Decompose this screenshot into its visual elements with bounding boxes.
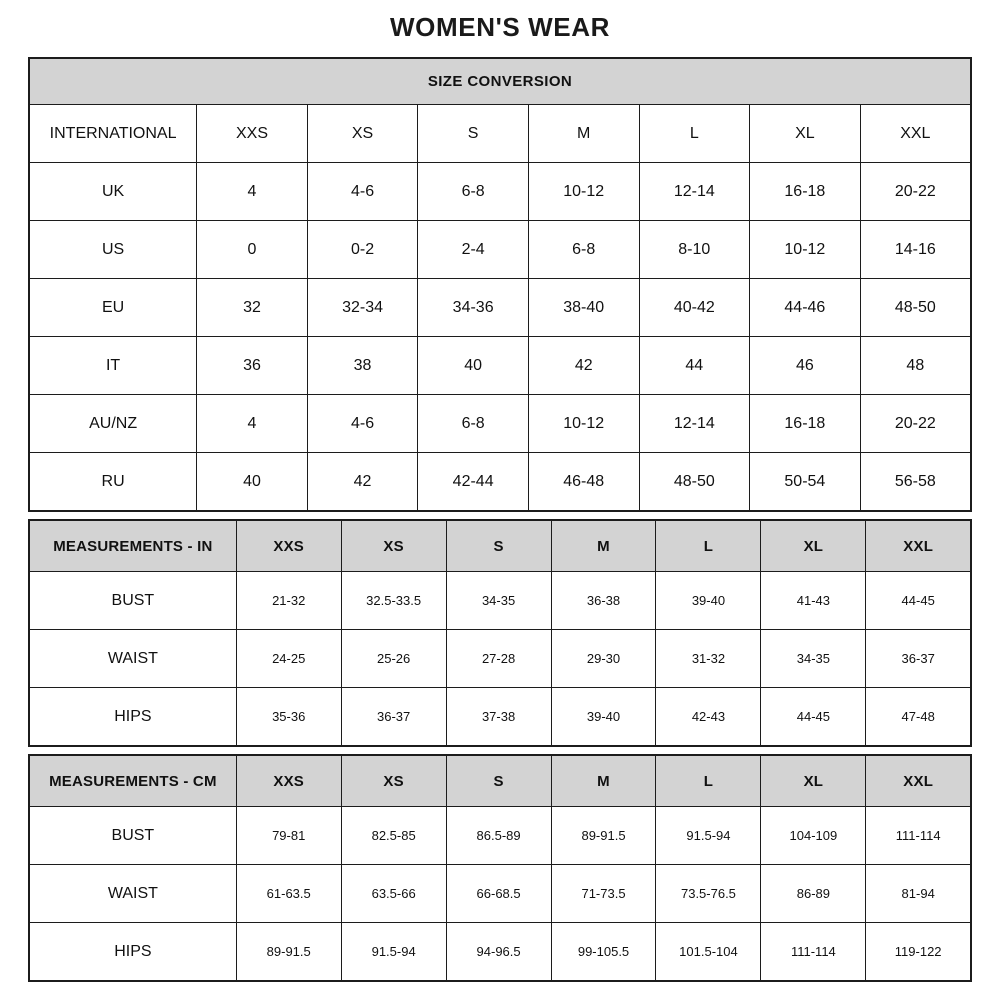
size-column-header: XS xyxy=(341,755,446,807)
row-label: IT xyxy=(29,337,197,395)
data-cell: 50-54 xyxy=(750,453,861,512)
size-column-header: XXS xyxy=(236,520,341,572)
size-column-header: M xyxy=(551,755,656,807)
data-cell: S xyxy=(418,105,529,163)
data-cell: 111-114 xyxy=(866,807,971,865)
measurements-in-table xyxy=(28,519,972,747)
data-cell: 79-81 xyxy=(236,807,341,865)
data-cell: 48-50 xyxy=(860,279,971,337)
data-cell: 35-36 xyxy=(236,688,341,747)
data-cell: L xyxy=(639,105,750,163)
data-cell: 27-28 xyxy=(446,630,551,688)
data-cell: 44-45 xyxy=(761,688,866,747)
table-row xyxy=(29,453,971,512)
data-cell: 10-12 xyxy=(750,221,861,279)
data-cell: 4 xyxy=(197,163,308,221)
data-cell: 34-35 xyxy=(446,572,551,630)
data-cell: 32.5-33.5 xyxy=(341,572,446,630)
data-cell: 119-122 xyxy=(866,923,971,982)
data-cell: 46-48 xyxy=(528,453,639,512)
table-row xyxy=(29,572,971,630)
size-column-header: L xyxy=(656,755,761,807)
table-row xyxy=(29,630,971,688)
data-cell: 89-91.5 xyxy=(236,923,341,982)
data-cell: 66-68.5 xyxy=(446,865,551,923)
data-cell: 4 xyxy=(197,395,308,453)
page-title: WOMEN'S WEAR xyxy=(390,12,610,42)
size-column-header: M xyxy=(551,520,656,572)
data-cell: 63.5-66 xyxy=(341,865,446,923)
data-cell: 38 xyxy=(307,337,418,395)
row-label: AU/NZ xyxy=(29,395,197,453)
data-cell: 12-14 xyxy=(639,163,750,221)
size-column-header: XXL xyxy=(866,520,971,572)
row-label: HIPS xyxy=(29,923,236,982)
data-cell: 6-8 xyxy=(418,395,529,453)
data-cell: 8-10 xyxy=(639,221,750,279)
data-cell: 91.5-94 xyxy=(341,923,446,982)
data-cell: 81-94 xyxy=(866,865,971,923)
data-cell: 36-37 xyxy=(866,630,971,688)
data-cell: 111-114 xyxy=(761,923,866,982)
size-conversion-table xyxy=(28,57,972,512)
data-cell: 82.5-85 xyxy=(341,807,446,865)
data-cell: XXL xyxy=(860,105,971,163)
data-cell: 101.5-104 xyxy=(656,923,761,982)
table-row xyxy=(29,865,971,923)
table-header-row xyxy=(29,755,971,807)
data-cell: 36-38 xyxy=(551,572,656,630)
data-cell: 44-46 xyxy=(750,279,861,337)
data-cell: 32 xyxy=(197,279,308,337)
data-cell: 41-43 xyxy=(761,572,866,630)
row-label: EU xyxy=(29,279,197,337)
data-cell: 36 xyxy=(197,337,308,395)
data-cell: 44-45 xyxy=(866,572,971,630)
data-cell: 44 xyxy=(639,337,750,395)
data-cell: 48 xyxy=(860,337,971,395)
data-cell: 14-16 xyxy=(860,221,971,279)
data-cell: 4-6 xyxy=(307,163,418,221)
table-header-row xyxy=(29,520,971,572)
data-cell: 36-37 xyxy=(341,688,446,747)
data-cell: XS xyxy=(307,105,418,163)
table-banner-row xyxy=(29,58,971,105)
row-label: UK xyxy=(29,163,197,221)
table-row xyxy=(29,105,971,163)
row-label: HIPS xyxy=(29,688,236,747)
row-label: INTERNATIONAL xyxy=(29,105,197,163)
data-cell: 6-8 xyxy=(418,163,529,221)
data-cell: 48-50 xyxy=(639,453,750,512)
size-column-header: XS xyxy=(341,520,446,572)
data-cell: 20-22 xyxy=(860,163,971,221)
data-cell: 10-12 xyxy=(528,163,639,221)
data-cell: 47-48 xyxy=(866,688,971,747)
data-cell: 6-8 xyxy=(528,221,639,279)
size-column-header: S xyxy=(446,520,551,572)
measurements-cm-table xyxy=(28,754,972,982)
data-cell: 37-38 xyxy=(446,688,551,747)
table-row xyxy=(29,221,971,279)
row-label: US xyxy=(29,221,197,279)
table-row xyxy=(29,163,971,221)
size-column-header: XL xyxy=(761,755,866,807)
data-cell: 94-96.5 xyxy=(446,923,551,982)
size-column-header: XXS xyxy=(236,755,341,807)
table-row xyxy=(29,688,971,747)
data-cell: 40-42 xyxy=(639,279,750,337)
data-cell: 34-35 xyxy=(761,630,866,688)
data-cell: XXS xyxy=(197,105,308,163)
table-row xyxy=(29,807,971,865)
data-cell: 89-91.5 xyxy=(551,807,656,865)
table-banner: SIZE CONVERSION xyxy=(29,58,971,105)
row-label: WAIST xyxy=(29,865,236,923)
data-cell: 91.5-94 xyxy=(656,807,761,865)
data-cell: XL xyxy=(750,105,861,163)
data-cell: 42 xyxy=(307,453,418,512)
data-cell: 42 xyxy=(528,337,639,395)
data-cell: 86.5-89 xyxy=(446,807,551,865)
data-cell: 99-105.5 xyxy=(551,923,656,982)
row-label: BUST xyxy=(29,807,236,865)
size-column-header: L xyxy=(656,520,761,572)
size-column-header: XL xyxy=(761,520,866,572)
data-cell: 46 xyxy=(750,337,861,395)
data-cell: 56-58 xyxy=(860,453,971,512)
row-label: RU xyxy=(29,453,197,512)
data-cell: 2-4 xyxy=(418,221,529,279)
data-cell: 32-34 xyxy=(307,279,418,337)
data-cell: 34-36 xyxy=(418,279,529,337)
data-cell: M xyxy=(528,105,639,163)
data-cell: 71-73.5 xyxy=(551,865,656,923)
data-cell: 4-6 xyxy=(307,395,418,453)
data-cell: 42-43 xyxy=(656,688,761,747)
table-row xyxy=(29,923,971,982)
data-cell: 104-109 xyxy=(761,807,866,865)
data-cell: 25-26 xyxy=(341,630,446,688)
data-cell: 39-40 xyxy=(551,688,656,747)
data-cell: 21-32 xyxy=(236,572,341,630)
table-row xyxy=(29,337,971,395)
data-cell: 31-32 xyxy=(656,630,761,688)
data-cell: 40 xyxy=(197,453,308,512)
size-column-header: S xyxy=(446,755,551,807)
data-cell: 16-18 xyxy=(750,163,861,221)
data-cell: 40 xyxy=(418,337,529,395)
data-cell: 73.5-76.5 xyxy=(656,865,761,923)
table-row xyxy=(29,279,971,337)
data-cell: 0 xyxy=(197,221,308,279)
table-title-header: MEASUREMENTS - IN xyxy=(29,520,236,572)
data-cell: 39-40 xyxy=(656,572,761,630)
data-cell: 86-89 xyxy=(761,865,866,923)
table-row xyxy=(29,395,971,453)
row-label: WAIST xyxy=(29,630,236,688)
data-cell: 10-12 xyxy=(528,395,639,453)
data-cell: 20-22 xyxy=(860,395,971,453)
data-cell: 38-40 xyxy=(528,279,639,337)
data-cell: 16-18 xyxy=(750,395,861,453)
data-cell: 61-63.5 xyxy=(236,865,341,923)
row-label: BUST xyxy=(29,572,236,630)
data-cell: 42-44 xyxy=(418,453,529,512)
data-cell: 12-14 xyxy=(639,395,750,453)
data-cell: 24-25 xyxy=(236,630,341,688)
table-title-header: MEASUREMENTS - CM xyxy=(29,755,236,807)
size-column-header: XXL xyxy=(866,755,971,807)
data-cell: 29-30 xyxy=(551,630,656,688)
data-cell: 0-2 xyxy=(307,221,418,279)
